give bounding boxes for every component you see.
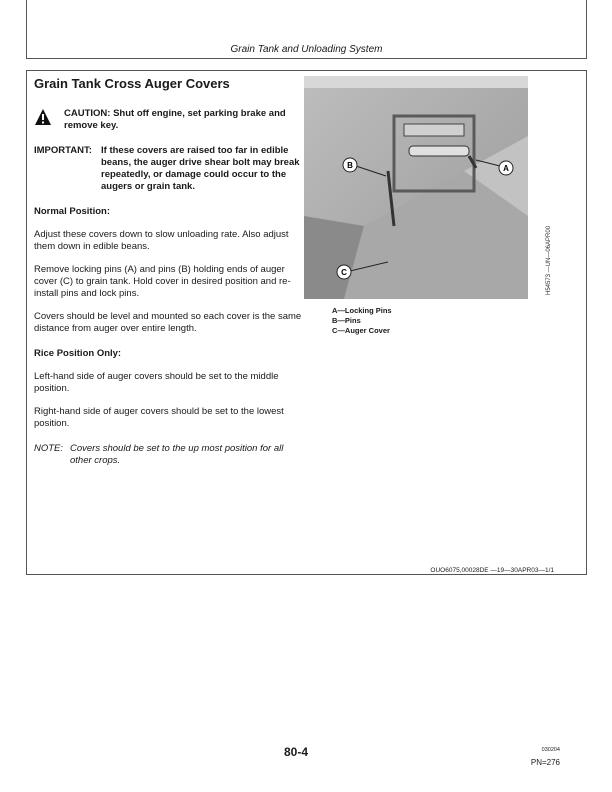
side-code-text: H54573 —UN—06APR00 xyxy=(546,225,552,295)
note-label: NOTE: xyxy=(34,443,64,454)
callout-b: B xyxy=(347,161,353,170)
legend-item-c: C—Auger Cover xyxy=(332,326,390,335)
normal-paragraph-1: Adjust these covers down to slow unloading rate. Also adjust them down in edible beans. xyxy=(34,229,289,252)
rice-paragraph-1: Left-hand side of auger covers should be set to the middle position. xyxy=(34,371,279,394)
section-title: Grain Tank Cross Auger Covers xyxy=(34,76,230,91)
caution-text: CAUTION: Shut off engine, set parking brake and remove key. xyxy=(64,108,286,131)
date-code: 030204 xyxy=(541,747,560,753)
warning-triangle-icon xyxy=(34,108,52,126)
rice-paragraph-2: Right-hand side of auger covers should be set to the lowest position. xyxy=(34,406,284,429)
important-label: IMPORTANT: xyxy=(34,145,92,156)
callout-c: C xyxy=(341,268,347,277)
reference-code: OUO6075,00028DE —19—30APR03—1/1 xyxy=(430,567,554,574)
running-header: Grain Tank and Unloading System xyxy=(230,44,383,55)
normal-paragraph-2: Remove locking pins (A) and pins (B) holding ends of auger cover (C) to grain tank. Hold cover in desired position and re-install pins and lock pins. xyxy=(34,264,291,299)
header-rule xyxy=(26,58,587,59)
important-text: If these covers are raised too far in edible beans, the auger drive shear bolt may break repeatedly, or damage could occur to the augers or grain tank. xyxy=(101,145,300,192)
note-text: Covers should be set to the up most position for all other crops. xyxy=(70,443,284,466)
legend-item-b: B—Pins xyxy=(332,316,361,325)
pn-number: PN=276 xyxy=(530,758,560,767)
rice-position-heading: Rice Position Only: xyxy=(34,348,122,359)
auger-cover-photo xyxy=(304,76,528,299)
page-number: 80-4 xyxy=(284,745,309,759)
figure-legend xyxy=(332,306,392,336)
legend-item-a: A—Locking Pins xyxy=(332,306,392,315)
normal-position-heading: Normal Position: xyxy=(34,206,111,217)
figure-side-code xyxy=(540,100,554,300)
normal-paragraph-3: Covers should be level and mounted so each cover is the same distance from auger over entire length. xyxy=(34,311,302,334)
callout-a: A xyxy=(503,164,509,173)
